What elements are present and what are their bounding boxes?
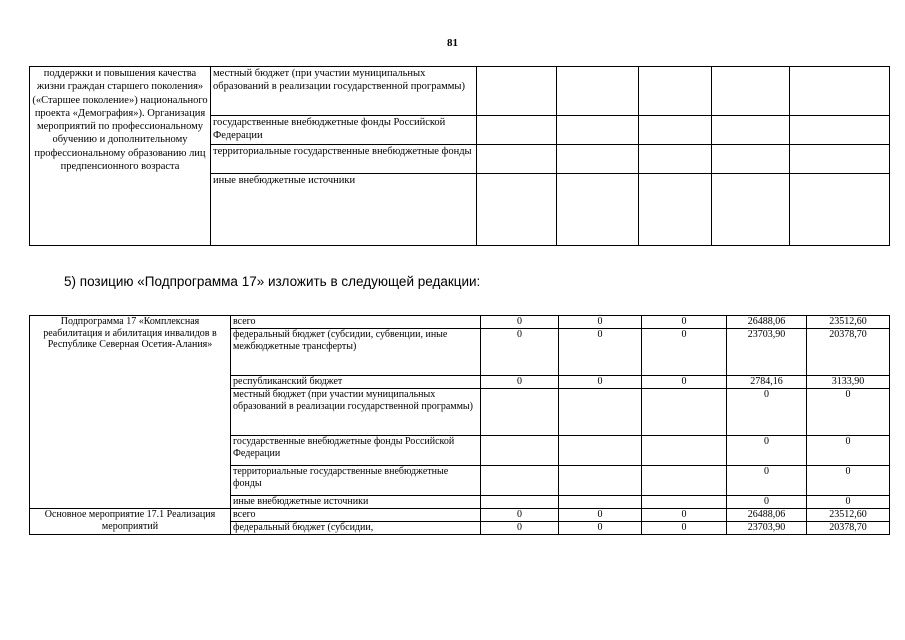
value-cell: 0	[481, 329, 559, 376]
subprogram-description: Подпрограмма 17 «Комплексная реабилитация и абилитация инвалидов в Республике Северная Осетия-Алания»	[30, 316, 231, 509]
funding-source-label: всего	[231, 509, 481, 522]
value-cell: 0	[559, 522, 642, 535]
value-cell	[642, 436, 727, 466]
page-number: 81	[447, 37, 458, 49]
value-cell: 0	[559, 329, 642, 376]
value-cell	[481, 436, 559, 466]
value-cell	[559, 389, 642, 436]
funding-source-label: государственные внебюджетные фонды Российской Федерации	[231, 436, 481, 466]
funding-source-label: иные внебюджетные источники	[211, 174, 477, 246]
value-cell	[642, 496, 727, 509]
value-cell: 0	[642, 316, 727, 329]
value-cell: 0	[559, 509, 642, 522]
value-cell	[642, 389, 727, 436]
value-cell: 0	[727, 389, 807, 436]
continuation-table	[29, 66, 890, 246]
amendment-instruction: 5) позицию «Подпрограмма 17» изложить в следующей редакции:	[64, 274, 481, 289]
value-cell: 3133,90	[807, 376, 890, 389]
value-cell	[559, 466, 642, 496]
value-cell	[559, 496, 642, 509]
funding-source-label: территориальные государственные внебюджетные фонды	[231, 466, 481, 496]
value-cell: 0	[559, 316, 642, 329]
value-cell: 0	[727, 436, 807, 466]
value-cell: 23703,90	[727, 522, 807, 535]
value-cell: 0	[481, 316, 559, 329]
value-cell	[642, 466, 727, 496]
value-cell: 0	[559, 376, 642, 389]
value-cell	[481, 496, 559, 509]
funding-source-label: местный бюджет (при участии муниципальных образований в реализации государственной программы)	[231, 389, 481, 436]
value-cell: 26488,06	[727, 509, 807, 522]
value-cell: 2784,16	[727, 376, 807, 389]
value-cell: 0	[642, 376, 727, 389]
value-cell: 0	[727, 496, 807, 509]
value-cell: 0	[807, 389, 890, 436]
value-cell: 20378,70	[807, 329, 890, 376]
value-cell: 0	[727, 466, 807, 496]
value-cell: 23512,60	[807, 316, 890, 329]
value-cell: 0	[481, 522, 559, 535]
subprogram-table	[29, 315, 890, 535]
funding-source-label: федеральный бюджет (субсидии,	[231, 522, 481, 535]
funding-source-label: федеральный бюджет (субсидии, субвенции, иные межбюджетные трансферты)	[231, 329, 481, 376]
funding-source-label: республиканский бюджет	[231, 376, 481, 389]
value-cell: 20378,70	[807, 522, 890, 535]
table-row	[30, 67, 890, 116]
value-cell: 23512,60	[807, 509, 890, 522]
value-cell: 0	[642, 522, 727, 535]
activity-description: Основное мероприятие 17.1 Реализация мероприятий	[30, 509, 231, 535]
value-cell: 23703,90	[727, 329, 807, 376]
table-row	[30, 509, 890, 522]
funding-source-label: местный бюджет (при участии муниципальных образований в реализации государственной программы)	[211, 67, 477, 116]
value-cell: 0	[481, 509, 559, 522]
funding-source-label: территориальные государственные внебюджетные фонды	[211, 145, 477, 174]
value-cell: 0	[642, 329, 727, 376]
measure-description: поддержки и повышения качества жизни граждан старшего поколения» («Старшее поколение») национального проекта «Демография»). Организация мероприятий по профессиональному обучению и дополнительному профессиональному образованию лиц предпенсионного возраста	[30, 67, 211, 246]
funding-source-label: иные внебюджетные источники	[231, 496, 481, 509]
table-row	[30, 316, 890, 329]
funding-source-label: всего	[231, 316, 481, 329]
value-cell	[481, 466, 559, 496]
funding-source-label: государственные внебюджетные фонды Российской Федерации	[211, 116, 477, 145]
value-cell: 0	[807, 466, 890, 496]
value-cell: 0	[807, 496, 890, 509]
value-cell: 0	[642, 509, 727, 522]
value-cell: 26488,06	[727, 316, 807, 329]
value-cell: 0	[807, 436, 890, 466]
value-cell	[481, 389, 559, 436]
value-cell	[559, 436, 642, 466]
value-cell: 0	[481, 376, 559, 389]
